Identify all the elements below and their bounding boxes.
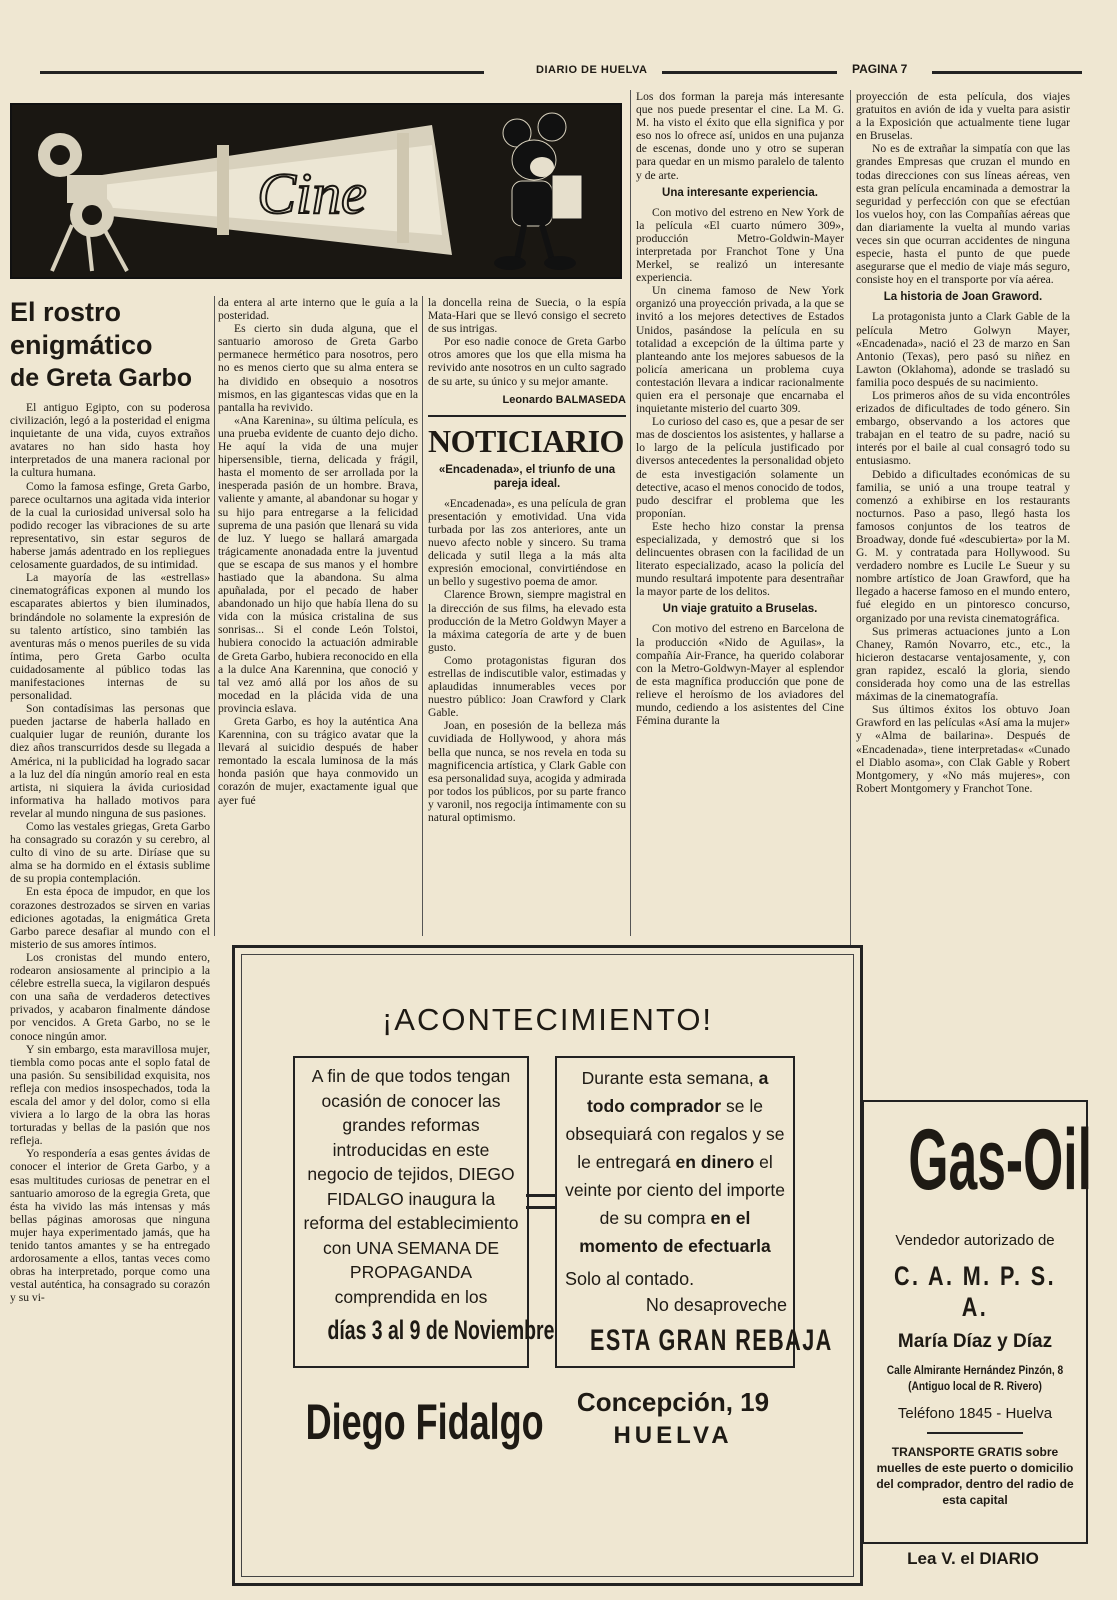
column-divider <box>214 296 215 936</box>
ad-dates: días 3 al 9 de Noviembre <box>327 1315 555 1345</box>
ad-right-part: se le obsequiará con regalos y se le entregará <box>565 1096 785 1172</box>
header-rule-mid <box>662 71 837 74</box>
subhead-encadenada: «Encadenada», el triunfo de una pareja ideal. <box>438 463 616 490</box>
gasoil-logo: Gas-Oil <box>908 1112 1092 1208</box>
paragraph: «Ana Karenina», su última película, es una prueba evidente de cuanto dejo dicho. He aquí la vida de una mujer hipersensible, tierna, delicada y frágil, hasta el momento de ser arrollada por la inesperada pasión de un hombre. Brava, valiente y amante, al abandonar su hogar y su hijo para entregarse a la felicidad suprema de una pasión que llenará su vida de luz. Y luego se hallará amargada trágicamente anonadada entre la juventud que se escapa de sus manos y el hombre hastiado que la abandona. Su alma apuñalada, por el pecado de haber abandonado un hijo que había llena do su vida con la música cristalina de sus sonrisas... Si el conde León Tolstoi, hubiera conocido la actuación admirable de Greta Garbo, hubiera reconocido en ella a la dulce Ana Karennina, que conoció y tal vez amó allá por los años de su mocedad en la plácida vida de una provincia eslava. <box>218 413 418 715</box>
paragraph: Los cronistas del mundo entero, rodearon ansiosamente al principio a la célebre estrella sueca, la vigilaron después con una saña de verdaderos detectives privados, y acabaron finalmente dándose por vencidos. A Greta Garbo, no se le conoce ningún amor. <box>10 950 210 1043</box>
newspaper-name: DIARIO DE HUELVA <box>536 64 648 76</box>
column-divider <box>630 90 631 936</box>
paragraph: Sus últimos éxitos los obtuvo Joan Grawford en las películas «Así ama la mujer» y «Alma de bailarina». Después de «Encadenada», tiene interpretadas« «Cunado el Diablo asoma», con Clak Gable y Robert Montgomery, y «No más mujeres», con Robert Montgomery y Franchot Tone. <box>856 703 1070 795</box>
header-rule-right <box>932 71 1082 74</box>
page-number: PAGINA 7 <box>852 62 908 76</box>
ad-right-part: Durante esta semana, <box>581 1068 754 1088</box>
ad-right-part: a todo comprador <box>586 1068 769 1116</box>
ad-right-part: en el momento de efectuarla <box>579 1208 771 1256</box>
paragraph: Los primeros años de su vida encontróles erizados de dificultades de todo género. Sin embargo, observando a los actores que trabajan en el teatro de su padre, nació su interés por el baile al cual consagró todo su entusiasmo. <box>856 388 1070 468</box>
ad-address: Concepción, 19 <box>576 1387 770 1417</box>
ad-rebaja: ESTA GRAN REBAJA <box>590 1324 833 1357</box>
ad-right-part: el veinte por ciento del importe de su compra <box>565 1152 785 1228</box>
ad-left-box <box>293 1056 555 1368</box>
gasoil-transport: TRANSPORTE GRATIS sobre muelles de este puerto o domicilio del comprador, dentro del radio de esta capital <box>876 1445 1074 1507</box>
ad-left-text: A fin de que todos tengan ocasión de conocer las grandes reformas introducidas en este negocio de tejidos, DIEGO FIDALGO inaugura la reforma del establecimiento con UNA SEMANA DE PROPAGANDA comprendida en los <box>303 1066 519 1307</box>
paragraph: da entera al arte interno que le guía a la posteridad. <box>218 296 418 323</box>
column-1 <box>10 296 210 1596</box>
paragraph: Con motivo del estreno en New York de la película «El cuarto número 309», producción Metro-Goldwin-Mayer interpretada por Franchot Tone y Una Merkel, se realizó un interesante experiencia. <box>636 205 844 285</box>
ad-right-box <box>555 1056 833 1368</box>
paragraph: Yo respondería a esas gentes ávidas de conocer el interior de Greta Garbo, y a esas multitudes curiosas de penetrar en el santuario amoroso de la egregia Greta, que ésta ha vivido las más intensas y más bellas páginas amorosas que ninguna mujer haya experimentado jamás, que ha tenido tantos amantes y se ha entregado ardorosamente a ellos, tantas veces como obras ha interpretado, porque como una vestal auténtica, ha consagrado su corazón y su vi- <box>10 1147 210 1305</box>
gasoil-separator <box>927 1432 1023 1434</box>
subhead-experiencia: Una interesante experiencia. <box>662 186 818 199</box>
column-5 <box>856 90 1070 1090</box>
gasoil-phone: Teléfono 1845 - Huelva <box>897 1405 1053 1422</box>
column-divider <box>422 296 423 936</box>
column-2 <box>218 296 418 936</box>
paragraph: Por eso nadie conoce de Greta Garbo otros amores que los que ella misma ha revivido ante nosotros en un culto sagrado de su arte, su único y su mejor amante. <box>428 335 626 388</box>
ad-right-part: en dinero <box>675 1152 755 1172</box>
ad-address-block <box>555 1385 791 1453</box>
paragraph: Es cierto sin duda alguna, que el santuario amoroso de Greta Garbo permanece hermético para nosotros, pero no es menos cierto que su alma entera se ha dividido en obsequio a nosotros mismos, en las gigantescas vidas que en la pantalla ha revivido. <box>218 322 418 414</box>
ad-no-desaproveche: No desaproveche <box>645 1295 787 1315</box>
noticiario-title: NOTICIARIO <box>428 422 624 459</box>
byline: Leonardo BALMASEDA <box>502 393 626 406</box>
paragraph: Debido a dificultades económicas de su familia, se unió a una troupe teatral y comenzó a exhibirse en los restaurants nocturnos. Paso a paso, llegó hasta los famosos conjuntos de los teatros de Broadway, donde fué «descubierta» por la M. G. M. y contratada para Hollywood. Su verdadero nombre es Lucile Le Sueur y su nombre artístico de Joan Grawford, que ha llegado a hacerse famoso en el mundo entero, fué elegido en un pintoresco concurso, organizado por una revista cinematográfica. <box>856 467 1070 625</box>
paragraph: Como protagonistas figuran dos estrellas de indiscutible valor, estimadas y aplaudidas innumerables veces por nuestro público: Joan Crawford y Clark Gable. <box>428 653 626 720</box>
paragraph: proyección de esta película, dos viajes gratuitos en avión de ida y vuelta para asistir a la Exposición que actualmente tiene lugar en Bruselas. <box>856 90 1070 143</box>
article-title-line2: enigmático <box>10 330 153 360</box>
paragraph: Lo curioso del caso es, que a pesar de ser mas de doscientos los asistentes, y hallarse a lo largo de la película justificado por diversos antecedentes la personalidad objeto de esta investigación solamente un detective, acaso el menos conocido de todos, pudo descifrar el problema que les proponían. <box>636 415 844 520</box>
fidalgo-advertisement <box>232 945 863 1586</box>
paragraph: Y sin embargo, esta maravillosa mujer, tiembla como pocas ante el soplo fatal de una pasión. Su sensibilidad exquisita, nos refleja con medios insospechados, toda la escala del amor y del dolor, como si ella viviera a lo largo de la obra las horas torturadas y bellas de la pasión que nos refleja. <box>10 1042 210 1148</box>
gasoil-campsa: C. A. M. P. S. A. <box>893 1261 1057 1322</box>
film-camera-icon <box>12 105 616 273</box>
paragraph: la doncella reina de Suecia, o la espía Mata-Hari que se llevó consigo el secreto de sus intrigas. <box>428 296 626 336</box>
ad-headline: ¡ACONTECIMIENTO! <box>381 1002 714 1037</box>
paragraph: Sus primeras actuaciones junto a Lon Chaney, Ramón Novarro, etc., etc., la hicieron destacarse ventajosamente, y, con gran rapidez, escaló la gloria, siendo considerada hoy como una de las estrellas máximas de la cinematografía. <box>856 624 1070 704</box>
equals-bar <box>526 1194 556 1197</box>
column-3 <box>428 296 626 936</box>
paragraph: Como las vestales griegas, Greta Garbo ha consagrado su corazón y su cerebro, al culto di vino de su arte. Diríase que su alma se ha dormido en el éxtasis sublime de su propia contemplación. <box>10 820 210 886</box>
article-title-line1: El rostro <box>10 297 122 327</box>
ad-contado: Solo al contado. <box>565 1269 695 1289</box>
paragraph: Los dos forman la pareja más interesante que nos puede presentar el cine. La M. G. M. ha visto el éxito que ella significa y por eso nos lo ofrece así, unidos en una pujanza de escenas, donde uno y otro se superan para quedar en un mismo paralelo de talento y de arte. <box>636 90 844 182</box>
paragraph: La protagonista junto a Clark Gable de la película Metro Golwyn Mayer, «Encadenada», nació el 23 de marzo en San Antonio (Texas), pero pasó su niñez en Lawton (Oklahoma), adonde se trasladó su familia poco después de su nacimiento. <box>856 310 1070 389</box>
gasoil-old-location: (Antiguo local de R. Rivero) <box>908 1379 1042 1393</box>
gasoil-owner: María Díaz y Díaz <box>897 1331 1053 1352</box>
paragraph: En esta época de impudor, en que los corazones destrozados se sirven en varias ediciones agotadas, la enigmática Greta Garbo parece desafiar al mundo con el misterio de sus amores íntimos. <box>10 885 210 951</box>
gasoil-street: Calle Almirante Hernández Pinzón, 8 <box>886 1363 1064 1377</box>
gasoil-vendor-line: Vendedor autorizado de <box>895 1232 1055 1249</box>
subhead-joan: La historia de Joan Graword. <box>883 291 1043 304</box>
paragraph: Clarence Brown, siempre magistral en la dirección de sus films, ha elevado esta producción de la Metro Goldwyn Mayer a la máxima categoría de arte y de buen gusto. <box>428 588 626 654</box>
paragraph: Son contadísimas las personas que pueden jactarse de haberla hallado en cualquier lugar de reunión, durante los diez años transcurridos desde su llegada a América, ni la publicidad ha logrado sacar a la luz del día ningún amorío real en esta artista, ni siquiera la ávida curiosidad informativa ha hallado motivos para revelar al mundo ninguna de sus pasiones. <box>10 702 210 820</box>
gasoil-advertisement <box>862 1100 1092 1544</box>
paragraph: No es de extrañar la simpatía con que las grandes Empresas que cruzan el mundo en todas direcciones con sus líneas aéreas, ven esta gran película encaminada a demostrar la seguridad y perfección con que se efectúan los vuelos hoy, con las Compañías aéreas que dan diariamente la vuelta al mundo varias veces sin que ocurran accidentes de ninguna especie, hasta el punto de que puede asegurarse que el medio de viaje más seguro, consiste hoy en el transporte por vía aérea. <box>856 142 1070 287</box>
ad-city: HUELVA <box>613 1422 733 1449</box>
paragraph: La mayoría de las «estrellas» cinematográficas exponen al mundo los escaparates abiertos y bien iluminados, brindándole no solamente la expresión de su talento artístico, sino también las aventuras más o menos pueriles de su vida íntima, pero Greta Garbo oculta cuidadosamente al público todas las manifestaciones internas de su personalidad. <box>10 571 210 703</box>
article-title-line3: de Greta Garbo <box>10 364 192 392</box>
divider <box>428 415 626 417</box>
equals-bar <box>526 1206 556 1209</box>
ad-brand: Diego Fidalgo <box>305 1394 544 1450</box>
footer-slogan: Lea V. el DIARIO <box>907 1549 1039 1568</box>
ad-right-text <box>557 1058 793 1260</box>
subhead-bruselas: Un viaje gratuito a Bruselas. <box>662 603 818 616</box>
page-header <box>40 62 1090 82</box>
paragraph: Joan, en posesión de la belleza más cuvidiada de Hollywood, y ahora más bella que nunca, se nos revela en toda su magnificencia artística, y Clark Gable con esa personalidad suya, acogida y admirada por todos los públicos, por su parte franco y varonil, nos regocija íntimamente con su natural optimismo. <box>428 719 626 824</box>
paragraph: Greta Garbo, es hoy la auténtica Ana Karennina, con su trágico avatar que la llevará al suicidio después de haber remontado la escala luminosa de la más honda pasión que haya conmovido un corazón de mujer, exactamente igual que ayer fué <box>218 715 418 807</box>
paragraph: El antiguo Egipto, con su poderosa civilización, legó a la posteridad el enigma inquietante de una vida, cuyos extraños avatares no han sido hasta hoy interpretados de una manera racional por la cultura humana. <box>10 401 210 480</box>
cine-illustration <box>10 103 622 279</box>
column-4 <box>636 90 844 936</box>
paragraph: Este hecho hizo constar la prensa especializada, y demostró que si los delincuentes obrasen con la facilidad de un literato especializado, acaso la policía del mundo resultará impotente para desentrañar la mayor parte de los delitos. <box>636 519 844 599</box>
cine-lettering: Cine <box>257 161 367 226</box>
header-rule-left <box>40 71 484 74</box>
paragraph: Con motivo del estreno en Barcelona de la producción «Nido de Aguilas», la compañía Air-France, ha querido colaborar con la Metro-Goldwyn-Mayer al esplendor de esta magnífica producción que pone de relieve el heroísmo de los aviadores del mundo, cediendo a los asistentes del Cine Fémina durante la <box>636 622 844 728</box>
paragraph: Como la famosa esfinge, Greta Garbo, parece ocultarnos una agitada vida interior de la cual la curiosidad universal solo ha podido recoger las vibraciones de su arte representativo, sin estar seguros de haberse jamás adentrado en los repliegues celosamente guardados, de su intimidad. <box>10 479 210 572</box>
paragraph: «Encadenada», es una película de gran presentación y emotividad. Una vida turbada por las zos anteriores, ante un nuevo afecto noble y sincero. Su trama delicada y sutil llega a la más alta expresión emocional, convirtiéndose en un bello y sugestivo poema de amor. <box>428 496 626 589</box>
paragraph: Un cinema famoso de New York organizó una proyección privada, a la que se invitó a los mejores detectives de Estados Unidos, pasándose la película en su totalidad a excepción de la última parte y planteando ante los mejores sabuesos de la policía americana un problema cuya contestación llevara a indicar racionalmente quien era el personaje que encarnaba el inquietante misterio del cuarto 309. <box>636 284 844 416</box>
